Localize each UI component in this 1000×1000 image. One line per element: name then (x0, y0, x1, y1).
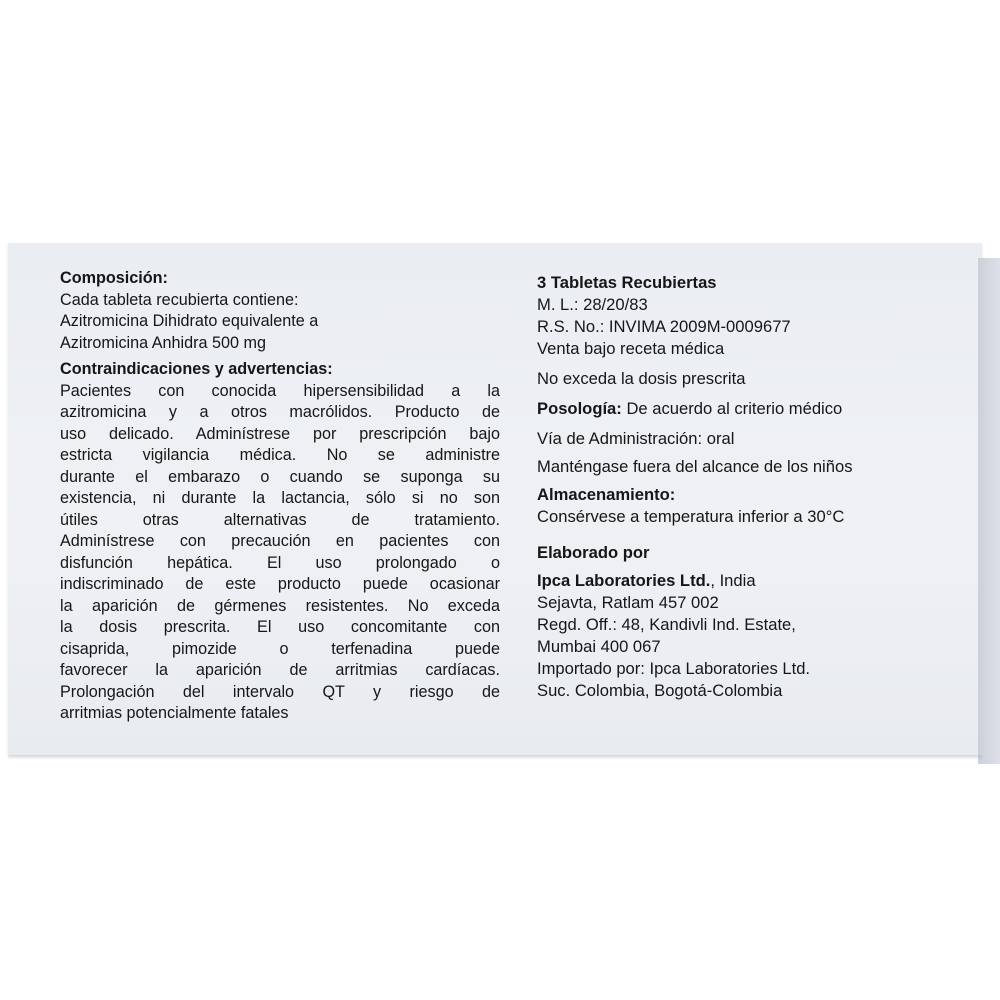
contraindicaciones-line: cisaprida, pimozide o terfenadina puede (60, 639, 500, 658)
composicion-heading: Composición: (60, 269, 168, 287)
contraindicaciones-line: Adminístrese con precaución en pacientes con (60, 532, 500, 550)
company-line (537, 570, 957, 592)
contraindicaciones-line: la dosis prescrita. El uso concomitante con (60, 618, 500, 636)
contraindicaciones-line: favorecer la aparición de arritmias cardíacas. (60, 661, 500, 679)
address-line: Regd. Off.: 48, Kandivli Ind. Estate, (537, 615, 796, 634)
posologia-value: De acuerdo al criterio médico (626, 399, 843, 418)
contraindicaciones-line: azitromicina y a otros macrólidos. Producto de (60, 403, 500, 421)
composicion-section (60, 268, 500, 354)
ml-text: M. L.: 28/20/83 (537, 295, 648, 314)
contraindicaciones-line: existencia, ni durante la lactancia, sólo si no son (60, 489, 500, 507)
composicion-line: Azitromicina Anhidra 500 mg (60, 333, 267, 352)
contraindicaciones-line: útiles otras alternativas de tratamiento. (60, 510, 500, 529)
box-shadow (8, 755, 982, 760)
right-column (537, 272, 957, 702)
medicine-box-side-edge (978, 258, 1000, 764)
contraindicaciones-line: indiscriminado de este producto puede ocasionar (60, 575, 500, 593)
contraindicaciones-line: arritmias potencialmente fatales (60, 704, 289, 722)
left-column (60, 268, 500, 725)
importado-text: Importado por: Ipca Laboratories Ltd. (537, 659, 811, 678)
tabletas-heading: 3 Tabletas Recubiertas (537, 273, 717, 292)
contraindicaciones-line: durante el embarazo o cuando se suponga su (60, 467, 500, 486)
company-name: Ipca Laboratories Ltd. (537, 571, 711, 590)
contraindicaciones-line: estricta vigilancia médica. No se administre (60, 446, 500, 464)
contraindicaciones-heading: Contraindicaciones y advertencias: (60, 360, 333, 378)
contraindicaciones-line: Pacientes con conocida hipersensibilidad a la (60, 381, 500, 400)
contraindicaciones-line: disfunción hepática. El uso prolongado o (60, 553, 500, 572)
almacenamiento-value: Consérvese a temperatura inferior a 30°C (537, 507, 845, 526)
via-administracion-text: Vía de Administración: oral (537, 429, 735, 448)
posologia-line (537, 398, 957, 420)
elaborado-heading: Elaborado por (537, 543, 650, 562)
sucursal-text: Suc. Colombia, Bogotá-Colombia (537, 681, 783, 700)
registro-sanitario-text: R.S. No.: INVIMA 2009M-0009677 (537, 317, 791, 336)
almacenamiento-heading: Almacenamiento: (537, 485, 676, 504)
mantengase-text: Manténgase fuera del alcance de los niños (537, 457, 853, 476)
venta-text: Venta bajo receta médica (537, 339, 725, 358)
contraindicaciones-section (60, 359, 500, 725)
contraindicaciones-line: uso delicado. Adminístrese por prescripción bajo (60, 424, 500, 443)
address-line: Sejavta, Ratlam 457 002 (537, 593, 719, 612)
no-exceda-text: No exceda la dosis prescrita (537, 369, 746, 388)
contraindicaciones-line: Prolongación del intervalo QT y riesgo de (60, 682, 500, 701)
address-line: Mumbai 400 067 (537, 637, 661, 656)
company-country: , India (710, 571, 756, 590)
contraindicaciones-line: la aparición de gérmenes resistentes. No exceda (60, 596, 500, 615)
composicion-line: Azitromicina Dihidrato equivalente a (60, 312, 319, 330)
composicion-line: Cada tableta recubierta contiene: (60, 290, 299, 309)
posologia-label: Posología: (537, 399, 622, 418)
